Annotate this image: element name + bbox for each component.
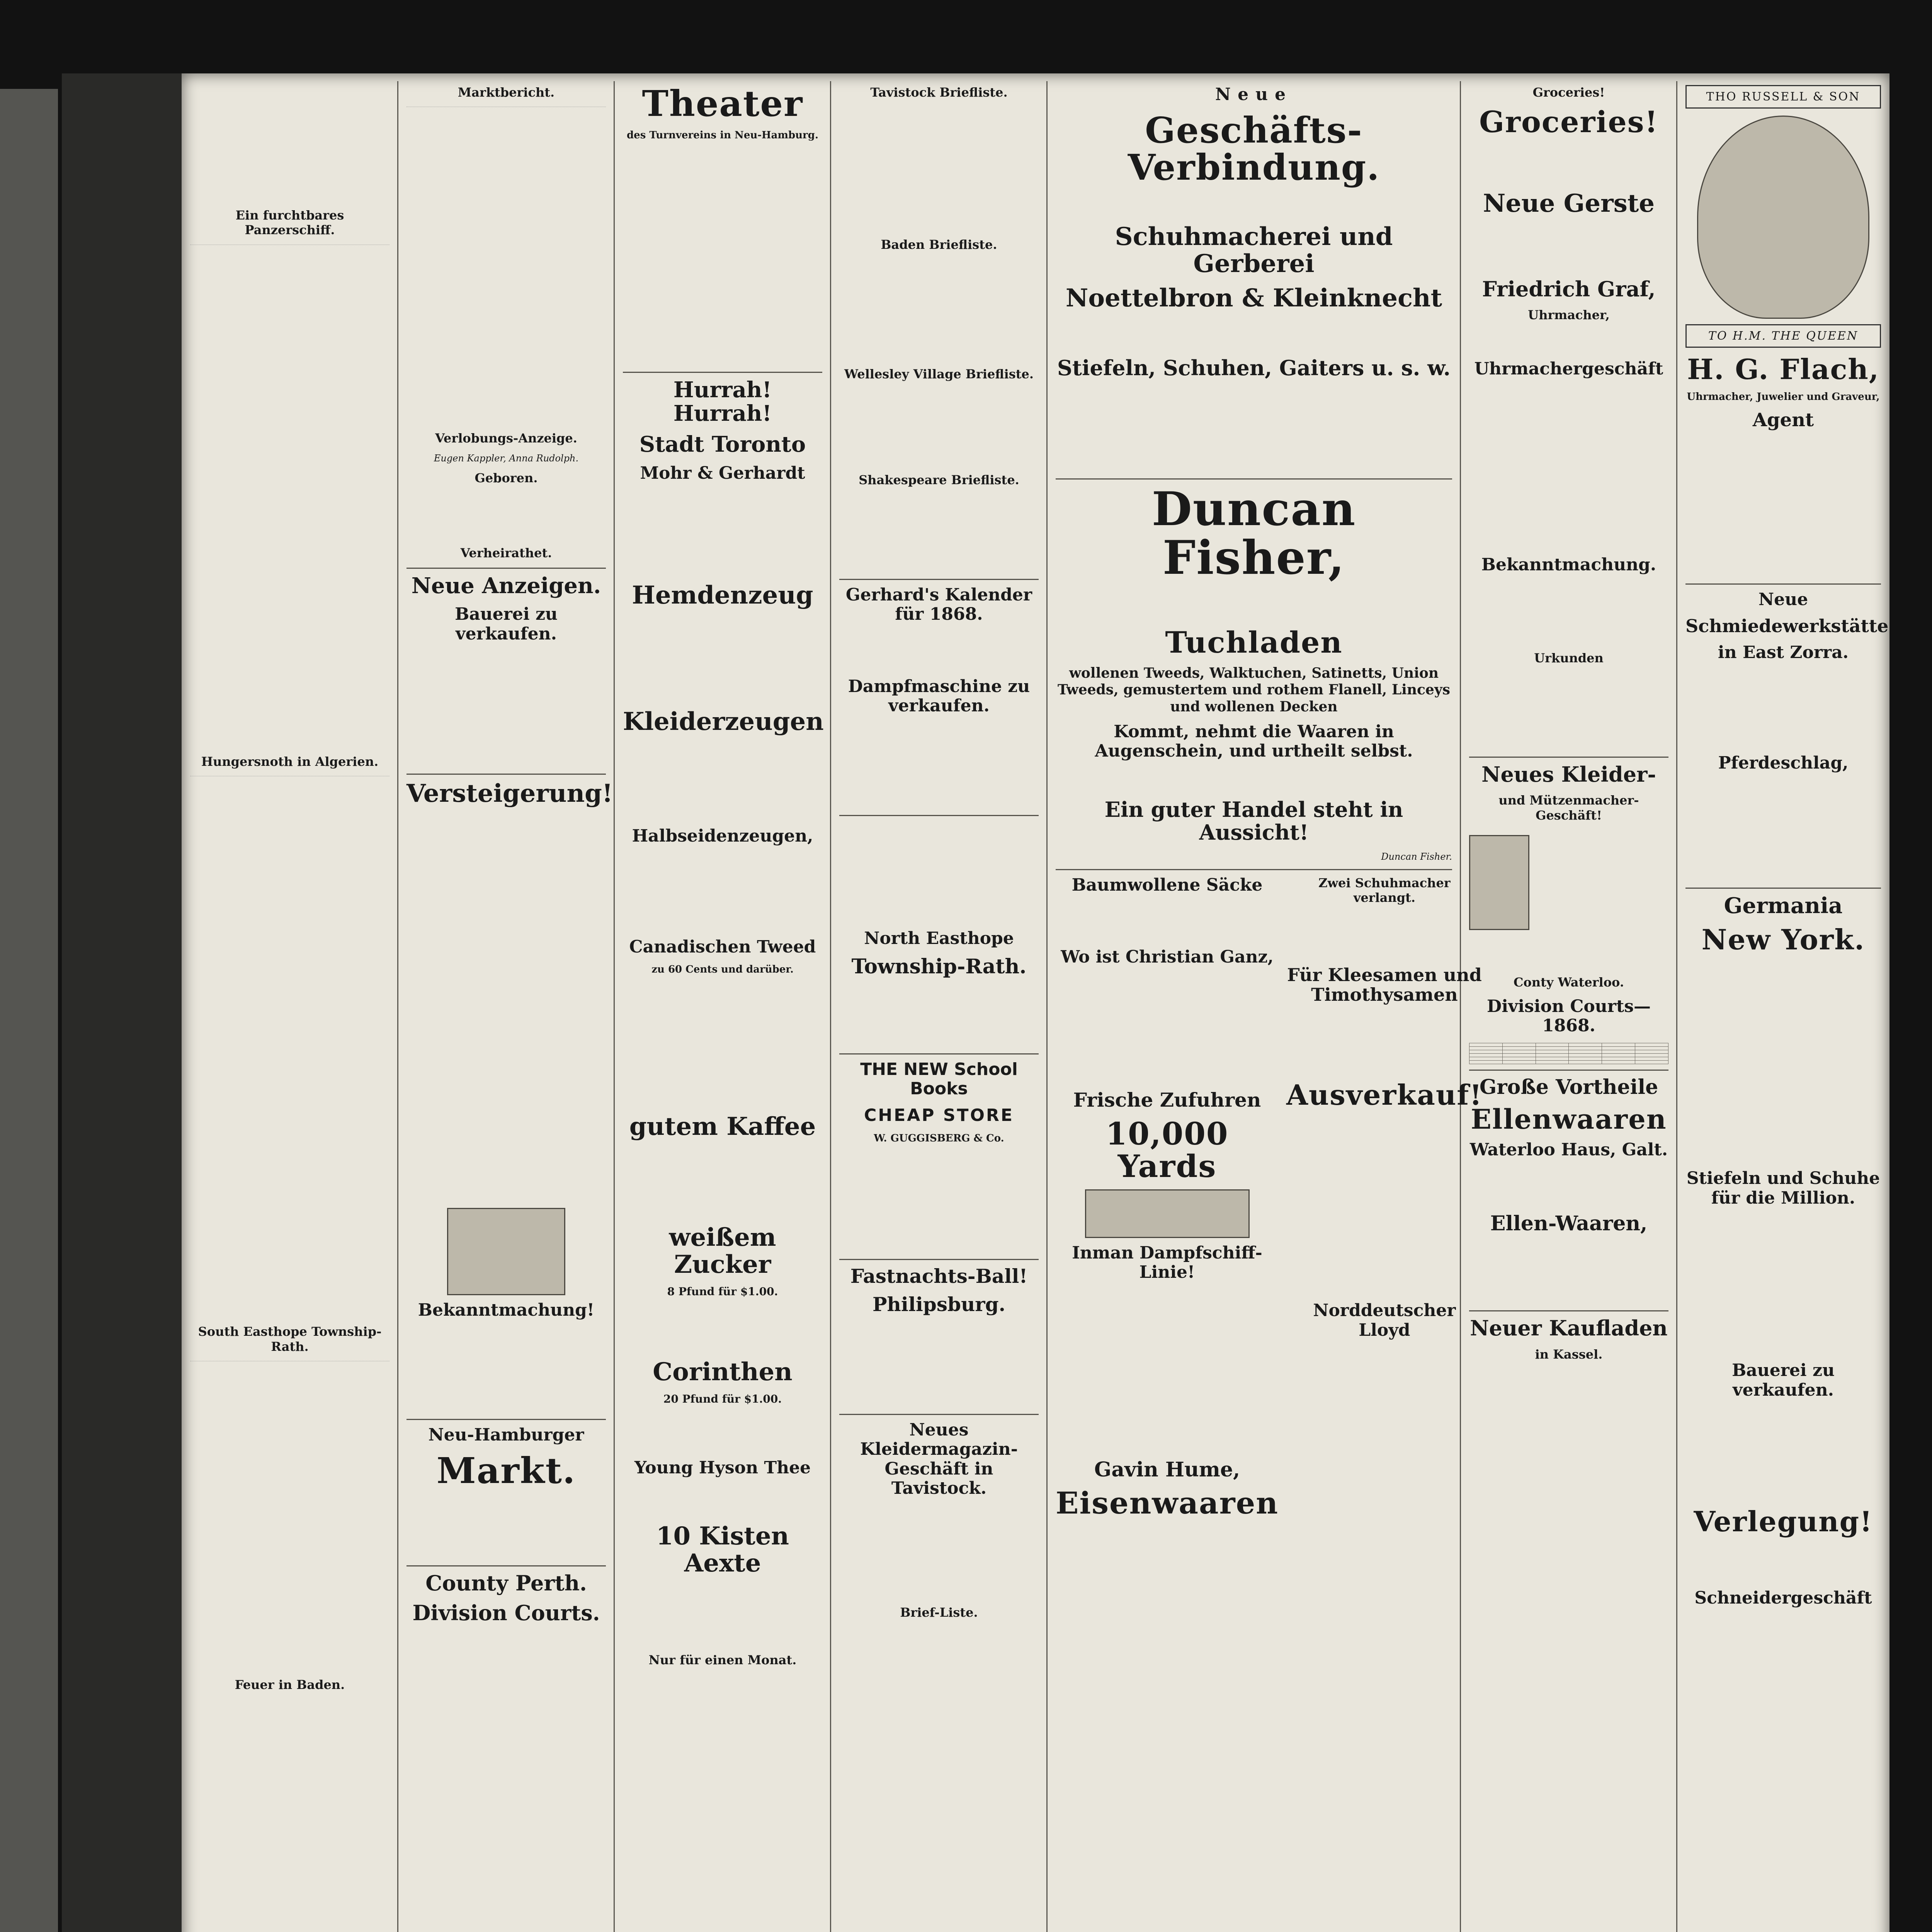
headline-agent: Agent [1752,409,1814,431]
column-4 [831,73,1047,1932]
article-text [190,85,389,201]
headline-bauerei: Bauerei zu verkaufen. [1732,1361,1835,1400]
table-row [1469,1057,1668,1060]
ad-text [1685,1543,1881,1582]
ad-text [1056,768,1452,791]
headline-lloyd: Norddeutscher Lloyd [1313,1301,1456,1340]
headline-new-york: New York. [1701,923,1865,956]
headline-neue: Neue [1215,85,1293,104]
ad-text [1685,961,1881,1162]
page-gutter [62,73,185,1932]
headline-weissem-zucker: weißem Zucker [669,1223,776,1279]
headline-feuer: Feuer in Baden. [235,1677,345,1692]
headline-ellenwaaren: Ellenwaaren [1471,1103,1667,1135]
lower-split [1056,875,1483,1702]
column-2 [398,73,614,1932]
headline-verlegung: Verlegung! [1694,1505,1873,1538]
table-row [1469,1053,1668,1057]
letter-list [839,495,1039,572]
letter-list [839,388,1039,466]
headline-bekanntmachung: Bekanntmachung! [418,1300,595,1320]
headline-inman: Inman Dampfschiff-Linie! [1072,1243,1262,1282]
headline-kleesamen: Für Kleesamen und Timothysamen [1287,964,1482,1005]
headline-schneidergeschaeft: Schneidergeschäft [1694,1588,1872,1608]
ad-text [1286,1347,1483,1695]
ad-text [1056,974,1279,1082]
headline-neu-hamburger: Neu-Hamburger [428,1425,584,1445]
ad-text [1685,669,1881,747]
ad-text [1056,902,1279,940]
headline-baden: Baden Briefliste. [881,237,997,252]
headline-panzerschiff: Ein furchtbares Panzerschiff. [235,208,344,238]
flach-subtitle: Uhrmacher, Juwelier und Graveur, [1687,391,1880,403]
headline-halbseidenzeugen: Halbseidenzeugen, [632,826,813,846]
headline-school-books: THE NEW School Books [860,1059,1018,1099]
table-row [1469,1050,1668,1053]
ad-text [623,742,822,820]
ad-text [623,853,822,930]
ad-text [1685,780,1881,881]
ad-text [1056,1289,1279,1452]
headline-eisenwaaren: Eisenwaaren [1056,1486,1279,1521]
column-1 [182,73,398,1932]
headline-10000-yards: 10,000 Yards [1105,1115,1229,1184]
ad-text [1469,1242,1668,1303]
ad-text [623,1584,822,1646]
article-text [190,1361,389,1670]
ad-text [623,1305,822,1352]
headline-groceries-small: Groceries! [1532,85,1605,100]
table-row [1469,1046,1668,1050]
headline-kaufladen: Neuer Kaufladen [1470,1316,1668,1341]
figures-illustration [1469,835,1529,930]
auction-text [406,815,606,1201]
headline-baumwollene: Baumwollene Säcke [1071,875,1263,895]
ad-text [1685,1215,1881,1354]
price-corinthen: 20 Pfund für $1.00. [663,1393,782,1406]
letter-list [839,1627,1039,1750]
ad-text [1469,1369,1668,1469]
pocket-watch-image [1697,116,1869,319]
headline-dampfmaschine: Dampfmaschine zu verkaufen. [848,676,1030,716]
headline-county-perth: County Perth. [425,1570,587,1595]
headline-briefliste: Brief-Liste. [900,1605,978,1620]
headline-germania: Germania [1724,893,1843,918]
headline-friedrich-graf: Friedrich Graf, [1482,276,1656,301]
headline-conty-waterloo: Conty Waterloo. [1514,975,1624,990]
price-list [839,1151,1039,1252]
headline-handel: Ein guter Handel steht in Aussicht! [1104,797,1403,845]
friedrich-subtitle: Uhrmacher, [1528,307,1610,322]
ad-text [839,1505,1039,1598]
ad-text [839,1322,1039,1407]
ad-text [1685,1407,1881,1500]
headline-duncan-fisher: Duncan Fisher, [1151,482,1356,585]
ad-text [623,1485,822,1516]
headline-schuhmacher-verlangt: Zwei Schuhmacher verlangt. [1318,875,1451,905]
tuch-list: wollenen Tweeds, Walktuchen, Satinetts, Union Tweeds, gemustertem und rothem Flanell, Linceys und wollenen Decken [1058,665,1450,715]
ad-text [1286,1012,1483,1073]
headline-hurrah: Hurrah! Hurrah! [673,377,772,427]
ad-text [1056,386,1452,471]
headline-east-zorra: in East Zorra. [1718,642,1849,662]
table-row [1469,1060,1668,1064]
theater-program [623,148,822,365]
kaufladen-subtitle: in Kassel. [1535,1347,1603,1362]
ad-text [623,490,822,575]
headline-versteigerung: Versteigerung! [406,779,613,808]
newspaper-sheet [182,73,1889,1932]
adjacent-page-edge [0,89,58,1932]
headline-gutem-kaffee: gutem Kaffee [629,1112,816,1141]
headline-young-hyson: Young Hyson Thee [634,1458,811,1478]
headline-kalender: Gerhard's Kalender für 1868. [845,585,1032,624]
ad-text [1056,319,1452,350]
ad-text [1056,193,1452,216]
lower-right [1286,876,1483,1702]
headline-zufuhren: Frische Zufuhren [1073,1088,1261,1111]
headline-h-g-flach: H. G. Flach, [1687,353,1879,386]
column-6 [1461,73,1677,1932]
ad-text [1685,1615,1881,1662]
ad-text [1469,672,1668,750]
notice-text [406,1327,606,1412]
headline-kleiderzeugen: Kleiderzeugen [623,707,824,736]
headline-verlobung: Verlobungs-Anzeige. [435,431,577,446]
ad-text [623,983,822,1106]
headline-monat: Nur für einen Monat. [648,1653,797,1668]
headline-geboren: Geboren. [474,470,538,485]
ad-text [839,985,1039,1046]
coat-of-arms-image [447,1208,565,1295]
headline-hungersnoth: Hungersnoth in Algerien. [201,754,379,769]
headline-township: South Easthope Township-Rath. [198,1324,382,1354]
headline-gavin-hume: Gavin Hume, [1094,1458,1240,1482]
ad-text [839,723,1039,808]
ad-text [1685,437,1881,577]
headline-philipsburg: Philipsburg. [872,1293,1006,1316]
ad-text [1469,224,1668,271]
headline-muetzen: und Mützenmacher-Geschäft! [1498,793,1639,823]
article-text [190,776,389,1317]
headline-bauerei: Bauerei zu verkaufen. [455,604,558,644]
letter-list [839,107,1039,230]
ad-text [1469,1167,1668,1206]
headline-groceries: Groceries! [1479,105,1658,139]
steamship-image [1085,1189,1250,1238]
ad-text [1286,912,1483,958]
ad-text [1469,937,1668,968]
headline-stiefeln: Stiefeln, Schuhen, Gaiters u. s. w. [1057,355,1451,380]
theater-subhead: des Turnvereins in Neu-Hamburg. [626,129,818,141]
headline-tavistock: Tavistock Briefliste. [870,85,1008,100]
headline-stiefeln-schuhe: Stiefeln und Schuhe für die Million. [1686,1168,1880,1208]
headline-schmiedewerkstaette: Schmiedewerkstätte [1685,616,1889,637]
column-5 [1047,73,1483,1932]
signature-duncan: Duncan Fisher. [1381,851,1452,862]
headline-fastnachts-ball: Fastnachts-Ball! [850,1264,1028,1287]
headline-neue-gerste: Neue Gerste [1483,189,1655,218]
headline-division-courts-1868: Division Courts—1868. [1487,996,1651,1036]
ad-text [1286,1116,1483,1294]
verlobung-names: Eugen Kappler, Anna Rudolph. [434,452,579,464]
table-row [1469,1043,1668,1046]
headline-uhrmachergeschaeft: Uhrmachergeschäft [1474,359,1663,379]
ad-text [1056,1526,1279,1642]
headline-township-rath: Township-Rath. [851,954,1027,978]
headline-theater: Theater [642,83,803,124]
ad-text [1469,582,1668,644]
article-text [190,245,389,747]
headline-ellen-waaren: Ellen-Waaren, [1490,1211,1648,1235]
headline-wellesley: Wellesley Village Briefliste. [844,366,1034,381]
headline-neue-anzeigen: Neue Anzeigen. [411,573,601,599]
headline-canadischen-tweed: Canadischen Tweed [629,937,816,957]
headline-neue: Neue [1758,589,1808,609]
ad-text [1469,329,1668,352]
markt-text [406,1497,606,1558]
headline-verheirathet: Verheirathet. [460,546,552,561]
headline-marktbericht: Marktbericht. [457,85,555,100]
ad-text [839,631,1039,670]
column-3 [614,73,831,1932]
headline-pferdeschlag: Pferdeschlag, [1718,753,1849,773]
headline-christian-ganz: Wo ist Christian Ganz, [1061,947,1274,967]
market-report-text [406,107,606,424]
headline-schuhmacherei: Schuhmacherei und Gerberei [1115,222,1393,279]
headline-urkunden: Urkunden [1534,650,1604,665]
headline-shakespeare: Shakespeare Briefliste. [859,473,1019,488]
headline-markt: Markt. [436,1449,576,1492]
ad-text [1469,145,1668,183]
bauerei-text [406,651,606,767]
headline-kleidermagazin: Neues Kleidermagazin-Geschäft in Tavistock. [860,1420,1018,1498]
russell-logo: THO RUSSELL & SON [1685,85,1881,109]
headline-division-courts: Division Courts. [412,1600,600,1625]
birth-text [406,492,606,539]
ad-text [623,1413,822,1451]
ad-text [1469,386,1668,548]
headline-waterloo-haus: Waterloo Haus, Galt. [1469,1140,1668,1160]
headline-neues-kleider: Neues Kleider- [1481,762,1656,787]
headline-hemdenzeug: Hemdenzeug [632,581,813,610]
headline-corinthen: Corinthen [653,1357,793,1387]
headline-geschaefts-verbindung: Geschäfts-Verbindung. [1128,109,1380,189]
ad-text [623,616,822,701]
headline-ausverkauf: Ausverkauf! [1286,1078,1483,1111]
letter-list [839,259,1039,360]
headline-north-easthope: North Easthope [864,928,1014,948]
court-schedule-table [1469,1043,1668,1064]
store-owner: W. GUGGISBERG & Co. [874,1132,1004,1144]
queen-banner: TO H.M. THE QUEEN [1685,324,1881,348]
ad-text [1056,589,1452,620]
ad-text [839,821,1039,922]
headline-stadt-toronto: Stadt Toronto [639,431,806,457]
price-tweed: zu 60 Cents und darüber. [651,964,794,976]
column-7 [1677,73,1889,1932]
headline-bekanntmachung: Bekanntmachung. [1481,554,1656,575]
headline-aexte: 10 Kisten Aexte [656,1521,789,1578]
lower-left [1056,876,1279,1702]
advertiser-mohr-gerhardt: Mohr & Gerhardt [640,463,805,483]
ad-text [623,1148,822,1217]
headline-cheap-store: CHEAP STORE [864,1105,1014,1125]
headline-grosse-vortheile: Große Vortheile [1479,1075,1658,1099]
headline-noettelbron: Noettelbron & Kleinknecht [1065,283,1442,313]
price-zucker: 8 Pfund für $1.00. [667,1285,778,1298]
headline-tuchladen: Tuchladen [1165,625,1343,660]
headline-kommt: Kommt, nehmt die Waaren in Augenschein, und urtheilt selbst. [1095,721,1413,761]
